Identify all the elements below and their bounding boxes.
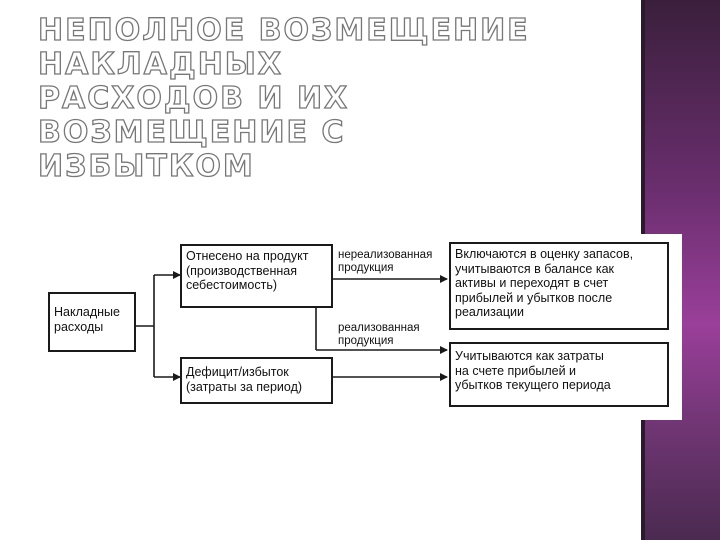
product-cost-box: Отнесено на продукт (производственная себестоимость)	[180, 244, 333, 308]
overhead-costs-box: Накладные расходы	[48, 292, 136, 352]
slide-title: НЕПОЛНОЕ ВОЗМЕЩЕНИЕ НАКЛАДНЫХ РАСХОДОВ И ИХ ВОЗМЕЩЕНИЕ С ИЗБЫТКОМ	[38, 13, 530, 184]
sold-product-label: реализованная продукция	[338, 322, 420, 347]
period-expense-box: Учитываются как затраты на счете прибылей и убытков текущего периода	[449, 342, 669, 407]
period-cost-box: Дефицит/избыток (затраты за период)	[180, 357, 333, 404]
inventory-valuation-box: Включаются в оценку запасов, учитываются в балансе как активы и переходят в счет прибылей и убытков после реализации	[449, 242, 669, 330]
overhead-flow-diagram	[40, 234, 682, 420]
unsold-product-label: нереализованная продукция	[338, 249, 433, 274]
